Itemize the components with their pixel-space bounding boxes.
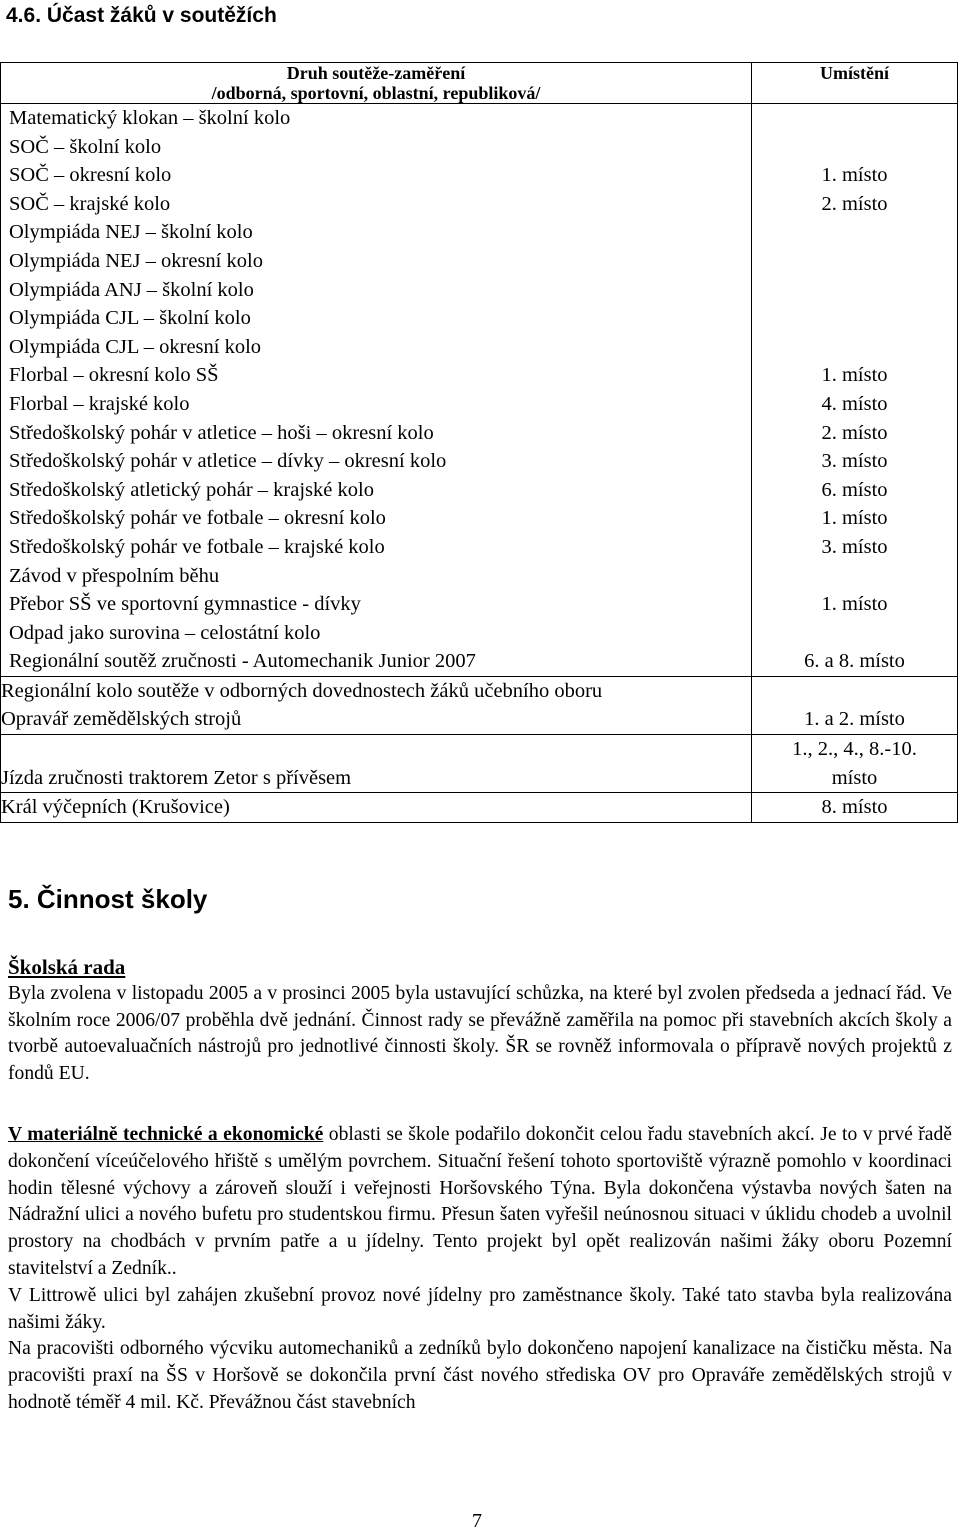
competition-name: Olympiáda CJL – školní kolo: [9, 307, 251, 330]
competition-place: 4. místo: [821, 392, 888, 415]
regional-cell: [1, 676, 752, 734]
tractor-cell: [1, 735, 752, 793]
material-text-3: Na pracovišti odborného výcviku automechaniků a zedníků bylo dokončeno napojení kanalizace na čističku města. Na pracovišti praxí na ŠS v Horšově se dokončila první část nového střediska OV pro Opraváře zemědělských strojů v hodnotě téměř 4 mil. Kč. Převážnou část stavebních: [8, 1338, 952, 1413]
competition-place: [752, 133, 957, 162]
competition-name: Matematický klokan – školní kolo: [9, 107, 291, 129]
competition-place: [752, 276, 957, 305]
chapter-title: 5. Činnost školy: [8, 884, 208, 914]
page-number: 7: [472, 1510, 482, 1532]
blank-line: [752, 677, 957, 706]
competition-table: [0, 62, 958, 823]
competition-names-list: [1, 104, 751, 676]
header-line-1: Druh soutěže-zaměření: [286, 63, 466, 83]
header-competition-type: [1, 63, 752, 104]
competition-name: Florbal – okresní kolo SŠ: [9, 364, 219, 387]
competition-place: 1. místo: [821, 507, 888, 530]
competition-name: Florbal – krajské kolo: [9, 392, 190, 415]
places-list: [752, 104, 957, 676]
competition-place: 1. místo: [821, 164, 888, 187]
competition-place: 3. místo: [821, 450, 888, 473]
competition-place: 3. místo: [821, 535, 888, 558]
competition-place: 2. místo: [821, 421, 888, 444]
competition-place: 2. místo: [821, 192, 888, 215]
competition-place: [752, 218, 957, 247]
header-line-2: /odborná, sportovní, oblastní, republiková/: [211, 83, 541, 103]
competition-name: Olympiáda NEJ – školní kolo: [9, 221, 253, 244]
competition-name: Středoškolský pohár ve fotbale – okresní kolo: [9, 507, 386, 530]
material-section: [8, 1122, 952, 1417]
table-row-tractor: [1, 735, 958, 793]
king-cell: [1, 793, 752, 823]
competition-place: [752, 333, 957, 362]
regional-place: 1. a 2. místo: [804, 708, 905, 731]
competition-name: Olympiáda CJL – okresní kolo: [9, 335, 262, 358]
school-board-section: [8, 954, 952, 1088]
competition-name: Olympiáda ANJ – školní kolo: [9, 278, 254, 301]
material-text-2: V Littrowě ulici byl zahájen zkušební provoz nové jídelny pro zaměstnance školy. Také tato stavba byla realizována našimi žáky.: [8, 1284, 952, 1333]
tractor-place-line-1: 1., 2., 4., 8.-10.: [792, 738, 917, 761]
table-body-main: [1, 104, 958, 677]
competition-name: Středoškolský pohár ve fotbale – krajské kolo: [9, 535, 385, 558]
places-cell: [752, 104, 958, 677]
regional-line-1: Regionální kolo soutěže v odborných dovednostech žáků učebního oboru: [1, 679, 603, 702]
competition-name: SOČ – školní kolo: [9, 135, 162, 158]
material-text-1: oblasti se škole podařilo dokončit celou řadu stavebních akcí. Je to v prvé řadě dokončení víceúčelového hřiště s umělým povrchem. Situační řešení tohoto sportoviště výrazně pomohlo v koordinaci hodin tělesné výchovy a zároveň slouží i veřejnosti Horšovského Týna. Byla dokončena výstavba nových šaten na Nádražní ulici a nového bufetu pro studentskou firmu. Přesun šaten vyřešil neúnosnou situaci v úklidu chodeb a uvolnil prostory na chodbách v prvním patře a u jídelny. Tento projekt byl opět realizován našimi žáky oboru Pozemní stavitelství a Zedník..: [8, 1124, 952, 1279]
competition-place: [752, 619, 957, 648]
tractor-place-line-2: místo: [831, 766, 878, 789]
competition-names-cell: [1, 104, 752, 677]
competition-place: 1. místo: [821, 593, 888, 616]
table-row-king: [1, 793, 958, 823]
competition-place: [752, 247, 957, 276]
competition-name: SOČ – okresní kolo: [9, 164, 172, 187]
section-title: 4.6. Účast žáků v soutěžích: [6, 4, 277, 27]
regional-place-cell: [752, 676, 958, 734]
king-name: Král výčepních (Krušovice): [1, 796, 230, 819]
competition-name: Olympiáda NEJ – okresní kolo: [9, 249, 263, 272]
competition-place: 6. místo: [821, 478, 888, 501]
competition-name: Středoškolský pohár v atletice – dívky – okresní kolo: [9, 450, 447, 473]
competition-place: [752, 304, 957, 333]
competition-name: Přebor SŠ ve sportovní gymnastice - dívky: [9, 593, 361, 616]
table-row-regional: [1, 676, 958, 734]
competition-name: Středoškolský pohár v atletice – hoši – okresní kolo: [9, 421, 434, 444]
king-place: 8. místo: [821, 796, 888, 819]
competition-name: Regionální soutěž zručnosti - Automechanik Junior 2007: [9, 650, 476, 673]
header-place: Umístění: [752, 63, 958, 104]
competition-place: [752, 104, 957, 133]
tractor-name: Jízda zručnosti traktorem Zetor s přívěsem: [1, 766, 352, 789]
table-header-row: [1, 63, 958, 104]
tractor-place-cell: [752, 735, 958, 793]
school-board-heading: Školská rada: [8, 955, 126, 979]
blank-line: [1, 735, 751, 764]
competition-name: SOČ – krajské kolo: [9, 192, 171, 215]
material-heading: V materiálně technické a ekonomické: [8, 1124, 324, 1145]
competition-place: 1. místo: [821, 364, 888, 387]
competition-place: 6. a 8. místo: [804, 650, 905, 673]
competition-name: Odpad jako surovina – celostátní kolo: [9, 621, 321, 644]
king-place-cell: [752, 793, 958, 823]
competition-name: Závod v přespolním běhu: [9, 564, 220, 587]
regional-line-2: Opravář zemědělských strojů: [1, 708, 242, 731]
competition-name: Středoškolský atletický pohár – krajské kolo: [9, 478, 374, 501]
school-board-text: Byla zvolena v listopadu 2005 a v prosinci 2005 byla ustavující schůzka, na které byl zvolen předseda a jednací řád. Ve školním roce 2006/07 proběhla dvě jednání. Činnost rady se převážně zaměřila na pomoc při stavebních akcích školy a tvorbě autoevaluačních nástrojů pro jednotlivé činnosti školy. ŠR se rovněž informovala o přípravě nových projektů z fondů EU.: [8, 982, 952, 1085]
competition-place: [752, 562, 957, 591]
